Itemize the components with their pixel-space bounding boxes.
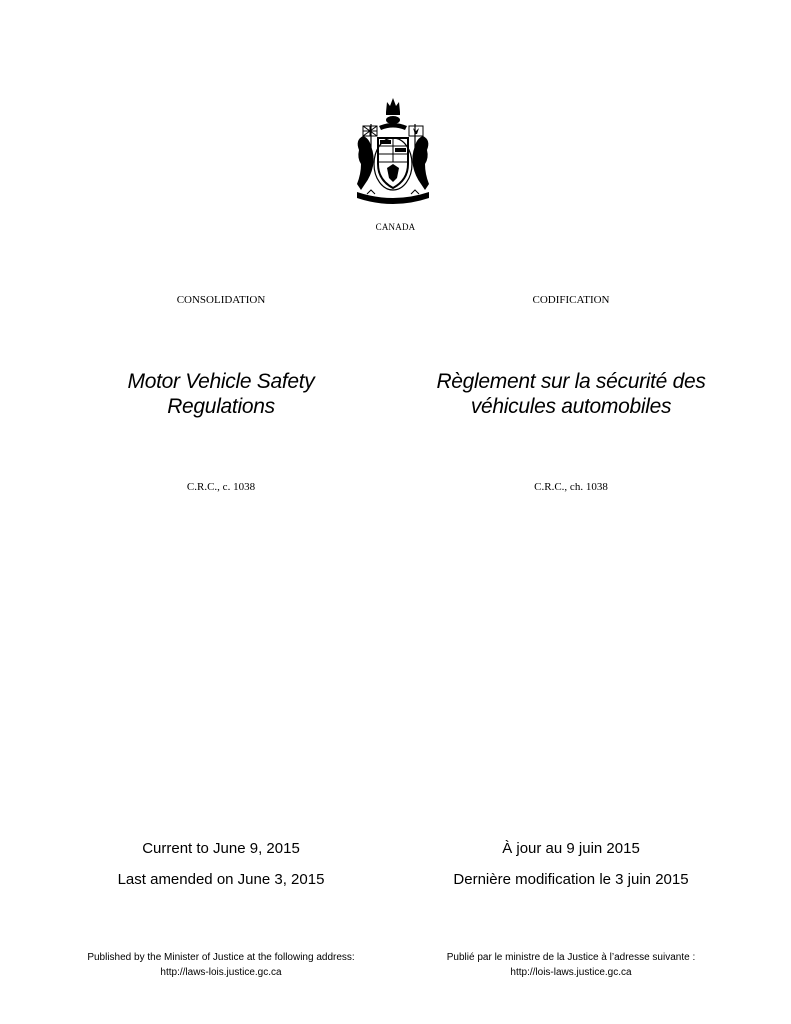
english-citation: C.R.C., c. 1038 <box>186 481 256 493</box>
canada-coat-of-arms-icon <box>351 94 435 212</box>
french-title-line: véhicules automobiles <box>470 395 672 418</box>
country-label: CANADA <box>375 222 416 232</box>
english-current-date: Current to June 9, 2015 <box>142 840 300 857</box>
english-publisher-note <box>60 950 382 980</box>
french-citation: C.R.C., ch. 1038 <box>534 481 608 493</box>
english-last-amended: Last amended on June 3, 2015 <box>117 871 325 888</box>
french-title <box>410 369 732 419</box>
french-last-amended: Dernière modification le 3 juin 2015 <box>453 871 689 888</box>
english-title <box>60 369 382 419</box>
english-title-line: Motor Vehicle Safety <box>127 370 315 393</box>
codification-label: CODIFICATION <box>532 294 610 306</box>
french-publisher-note <box>410 950 732 980</box>
consolidation-label: CONSOLIDATION <box>176 294 266 306</box>
french-current-date: À jour au 9 juin 2015 <box>502 840 640 857</box>
english-url-link[interactable]: http://laws-lois.justice.gc.ca <box>160 967 282 978</box>
french-url-link[interactable]: http://lois-laws.justice.gc.ca <box>510 967 632 978</box>
english-publisher-text: Published by the Minister of Justice at the following address: <box>87 952 355 963</box>
french-publisher-text: Publié par le ministre de la Justice à l’adresse suivante : <box>446 952 696 963</box>
french-title-line: Règlement sur la sécurité des <box>436 370 706 393</box>
english-title-line: Regulations <box>167 395 275 418</box>
